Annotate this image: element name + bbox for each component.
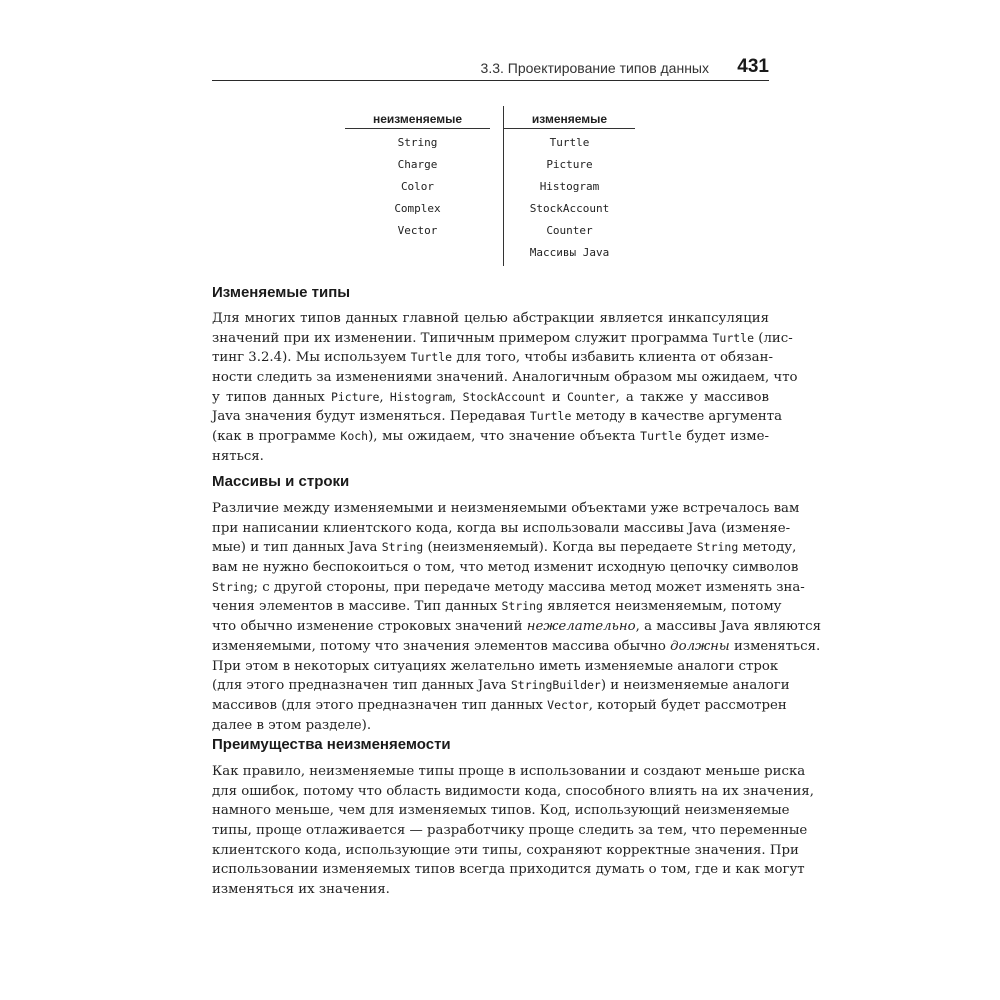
mutable-type-name: Turtle — [549, 136, 590, 149]
mutable-type-name: Histogram — [539, 180, 600, 193]
immutable-type-name: Complex — [394, 202, 441, 215]
text-run: при написании клиентского кода, когда вы использовали массивы Java (изменяе- — [212, 520, 791, 536]
text-run: для того, чтобы избавить клиента от обязан- — [452, 350, 773, 366]
text-line — [212, 558, 799, 578]
text-line — [212, 860, 805, 880]
text-line — [212, 368, 798, 388]
text-run: далее в этом разделе). — [212, 717, 372, 733]
text-line — [212, 676, 790, 696]
inline-code: String — [212, 579, 254, 594]
text-run: клиентского кода, использующие эти типы, сохраняют корректные значения. При — [212, 842, 799, 858]
immutable-type-name: String — [397, 136, 438, 149]
text-run: является неизменяемым, потому — [542, 599, 782, 615]
text-run: Java значения будут изменяться. Передавая — [212, 409, 530, 425]
text-run: у типов данных — [212, 389, 331, 405]
text-run: , а также у массивов — [615, 389, 769, 405]
mutable-type-name: Picture — [546, 158, 593, 171]
text-line — [212, 499, 800, 519]
page-header — [212, 54, 769, 81]
text-run: ; с другой стороны, при передаче методу массива метод может изменять зна- — [253, 579, 805, 595]
types-table — [345, 106, 635, 266]
immutable-column-header: неизменяемые — [345, 106, 490, 129]
text-line — [212, 696, 787, 716]
text-run: вам не нужно беспокоиться о том, что метод изменит исходную цепочку символов — [212, 560, 799, 576]
inline-code: StockAccount — [462, 389, 546, 404]
text-line — [212, 329, 793, 349]
text-line — [212, 388, 769, 408]
inline-code: String — [696, 540, 739, 555]
running-title: 3.3. Проектирование типов данных — [480, 60, 709, 76]
text-run: методу, — [738, 540, 797, 556]
text-run: что обычно изменение строковых значений — [212, 619, 527, 635]
text-run: При этом в некоторых ситуациях желательно иметь изменяемые аналоги строк — [212, 658, 779, 674]
text-line — [212, 637, 821, 657]
heading-mutable-types: Изменяемые типы — [212, 284, 351, 301]
text-line — [212, 597, 782, 617]
text-run: и — [545, 389, 567, 405]
text-run: изменяться их значения. — [212, 882, 390, 898]
text-run: типы, проще отлаживается — разработчику проще следить за тем, что переменные — [212, 823, 808, 839]
text-run: Для многих типов данных главной целью абстракции является инкапсуляция — [212, 311, 769, 326]
text-run: (как в программе — [212, 429, 341, 445]
inline-code: Turtle — [410, 350, 453, 365]
text-run: Различие между изменяемыми и неизменяемыми объектами уже встречалось вам — [212, 501, 800, 516]
inline-code: Histogram — [389, 389, 453, 404]
text-run: ), мы ожидаем, что значение объекта — [368, 429, 641, 445]
text-run: ) и неизменяемые аналоги — [600, 678, 790, 694]
text-run: , — [452, 389, 463, 405]
heading-arrays-and-strings: Массивы и строки — [212, 473, 350, 490]
text-run: (неизменяемый). Когда вы передаете — [423, 540, 697, 556]
mutable-column — [490, 106, 635, 264]
emphasis-text: нежелательно — [526, 619, 636, 635]
text-line — [212, 821, 808, 841]
text-line — [212, 407, 783, 427]
text-line — [212, 716, 769, 736]
text-line — [212, 578, 805, 598]
text-line — [212, 348, 773, 368]
inline-code: Turtle — [529, 409, 572, 424]
page-number: 431 — [737, 56, 769, 77]
mutable-type-name: StockAccount — [529, 202, 610, 215]
inline-code: String — [501, 599, 543, 614]
text-line — [212, 617, 821, 637]
inline-code: Turtle — [640, 429, 682, 444]
text-run: изменяться. — [729, 638, 821, 654]
mutable-types-list — [490, 129, 635, 264]
text-run: , который будет рассмотрен — [588, 697, 787, 713]
text-run: (лис- — [754, 330, 793, 346]
text-run: чения элементов в массиве. Тип данных — [212, 599, 502, 615]
text-run: использовании изменяемых типов всегда приходится думать о том, где и как могут — [212, 862, 805, 878]
text-line — [212, 801, 790, 821]
paragraph-immutability-benefits — [212, 762, 814, 900]
inline-code: Counter — [566, 389, 616, 404]
immutable-type-name: Vector — [397, 224, 438, 237]
text-run: , а массивы Java являются — [635, 619, 821, 635]
text-run: ности следить за изменениями значений. Аналогичным образом мы ожидаем, что — [212, 370, 798, 386]
text-line — [212, 782, 814, 802]
text-run: массивов (для этого предназначен тип данных — [212, 697, 548, 713]
immutable-types-list — [345, 129, 490, 242]
text-line — [212, 762, 806, 782]
paragraph-mutable-types — [212, 309, 798, 467]
text-line — [212, 657, 779, 677]
immutable-type-name: Color — [400, 180, 435, 193]
mutable-type-name: Counter — [546, 224, 593, 237]
inline-code: Picture — [330, 389, 380, 404]
text-run: (для этого предназначен тип данных Java — [212, 678, 511, 694]
text-run: мые) и тип данных Java — [212, 540, 382, 556]
text-line — [212, 880, 769, 900]
text-run: няться. — [212, 448, 264, 464]
mutable-type-name: Массивы Java — [529, 246, 610, 259]
inline-code: String — [381, 540, 424, 555]
text-line — [212, 427, 769, 447]
heading-immutability-benefits: Преимущества неизменяемости — [212, 736, 451, 753]
text-run: значений при их изменении. Типичным примером служит программа — [212, 330, 713, 346]
inline-code: Vector — [547, 697, 589, 712]
text-run: методу в качестве аргумента — [571, 409, 783, 425]
text-run: изменяемыми, потому что значения элементов массива обычно — [212, 638, 671, 654]
paragraph-arrays-and-strings — [212, 499, 821, 735]
mutable-column-header: изменяемые — [504, 106, 635, 129]
text-run: Как правило, неизменяемые типы проще в использовании и создают меньше риска — [212, 764, 806, 779]
inline-code: Koch — [340, 429, 369, 444]
immutable-type-name: Charge — [397, 158, 438, 171]
text-line — [212, 538, 797, 558]
text-run: будет изме- — [681, 429, 769, 445]
emphasis-text: должны — [670, 638, 730, 654]
inline-code: Turtle — [712, 330, 755, 345]
text-line — [212, 519, 791, 539]
text-run: намного меньше, чем для изменяемых типов. Код, использующий неизменяемые — [212, 803, 790, 819]
immutable-column — [345, 106, 490, 242]
text-run: тинг 3.2.4). Мы используем — [212, 350, 411, 366]
text-run: , — [379, 389, 390, 405]
inline-code: StringBuilder — [510, 678, 601, 693]
text-line — [212, 841, 799, 861]
text-line — [212, 447, 769, 467]
text-line — [212, 309, 769, 329]
text-run: для ошибок, потому что область видимости кода, способного влиять на их значения, — [212, 783, 814, 799]
